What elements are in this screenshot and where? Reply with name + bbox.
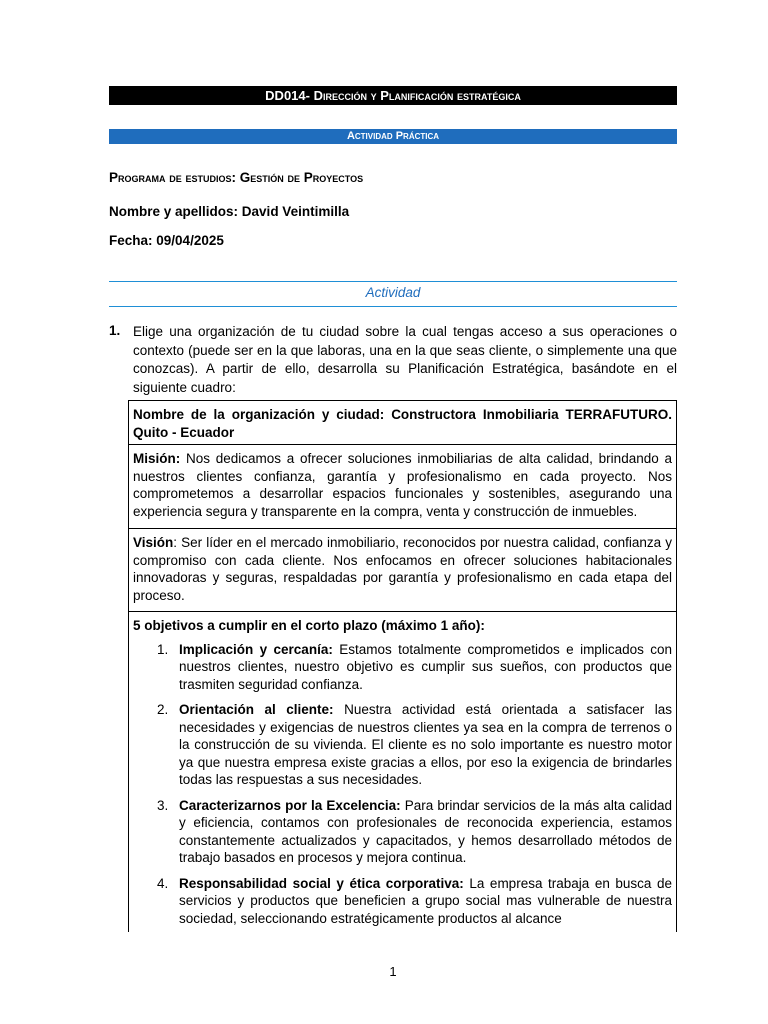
program-field	[109, 170, 363, 185]
name-value: David Veintimilla	[241, 204, 350, 219]
program-value: Gestión de Proyectos	[239, 170, 364, 185]
org-label: Nombre de la organización y ciudad:	[133, 407, 385, 422]
activity-type-bar: Actividad Práctica	[109, 129, 677, 144]
course-title: Dirección y Planificación estratégica	[313, 88, 521, 103]
name-label: Nombre y apellidos:	[109, 204, 239, 219]
name-field	[109, 204, 349, 219]
question-text: Elige una organización de tu ciudad sobre la cual tengas acceso a sus operaciones o contexto (puede ser en la que laboras, una en la que seas cliente, o simplemente una que conozcas). A partir de ello, desarrolla su Planificación Estratégica, basándote en el siguiente cuadro:	[133, 324, 677, 395]
date-field	[109, 233, 224, 248]
objective-text: Para brindar servicios de la más alta calidad y eficiencia, contamos con profesionales de reconocida experiencia, estamos constantemente actualizados y capacitados, y hemos desarrollado métodos de trabajo basados en procesos y mejora continua.	[179, 797, 672, 865]
objectives-cell	[129, 612, 676, 932]
org-value: Constructora Inmobiliaria TERRAFUTURO. Quito - Ecuador	[133, 407, 672, 440]
objective-text: La empresa trabaja en busca de servicios y productos que beneficien a grupo social mas vulnerable de nuestra sociedad, seleccionando estratégicamente productos al alcance	[179, 875, 673, 926]
objective-title: Orientación al cliente:	[179, 702, 334, 717]
date-label: Fecha:	[109, 233, 153, 248]
objective-text: Nuestra actividad está orientada a satisfacer las necesidades y exigencias de nuestros clientes ya sea en la compra de terrenos o la construcción de su vivienda. El cliente es no solo importante es nuestro motor ya que nuestra empresa existe gracias a ellos, por eso la exigencia de brindarles todas las respuestas a sus necesidades.	[179, 702, 673, 787]
objective-title: Implicación y cercanía:	[179, 641, 333, 657]
objective-item	[133, 875, 672, 928]
objective-number: 2.	[157, 702, 169, 717]
course-code: DD014-	[265, 88, 310, 103]
vision-label: Visión	[133, 535, 174, 550]
objective-item	[133, 641, 672, 694]
objective-number: 4.	[157, 875, 169, 891]
objectives-list	[133, 641, 672, 928]
org-cell	[129, 401, 676, 445]
objective-item	[133, 797, 672, 867]
objective-text: Estamos totalmente comprometidos e implicados con nuestros clientes, nuestro objetivo es cumplir sus sueños, con productos que trasmiten seguridad confianza.	[179, 641, 672, 692]
objective-number: 3.	[157, 797, 169, 813]
mision-label: Misión:	[133, 451, 181, 466]
objective-number: 1.	[157, 641, 169, 657]
course-title-bar	[109, 86, 677, 105]
section-divider-bottom	[109, 306, 677, 307]
mision-text: Nos dedicamos a ofrecer soluciones inmobiliarias de alta calidad, brindando a nuestros clientes confianza, garantía y profesionalismo en cada proyecto. Nos comprometemos a desarrollar espacios funcionales y sostenibles, asegurando una experiencia segura y transparente en la compra, venta y construcción de inmuebles.	[133, 451, 672, 519]
program-label: Programa de estudios:	[109, 170, 237, 185]
objective-title: Caracterizarnos por la Excelencia:	[179, 797, 401, 813]
objectives-title: 5 objetivos a cumplir en el corto plazo (máximo 1 año):	[133, 618, 485, 633]
objective-title: Responsabilidad social y ética corporativa:	[179, 875, 464, 891]
section-divider-top	[109, 281, 677, 282]
page-number: 1	[389, 964, 397, 979]
section-title: Actividad	[365, 285, 421, 300]
planning-table	[128, 400, 677, 932]
question-number: 1.	[109, 323, 121, 338]
date-value: 09/04/2025	[156, 233, 224, 248]
vision-cell	[129, 529, 676, 612]
vision-text: : Ser líder en el mercado inmobiliario, reconocidos por nuestra calidad, confianza y compromiso con cada cliente. Nos enfocamos en ofrecer soluciones habitacionales innovadoras y seguras, respaldadas por garantía y profesionalismo en cada etapa del proceso.	[133, 535, 672, 603]
objective-item	[133, 701, 672, 789]
mision-cell	[129, 445, 676, 529]
